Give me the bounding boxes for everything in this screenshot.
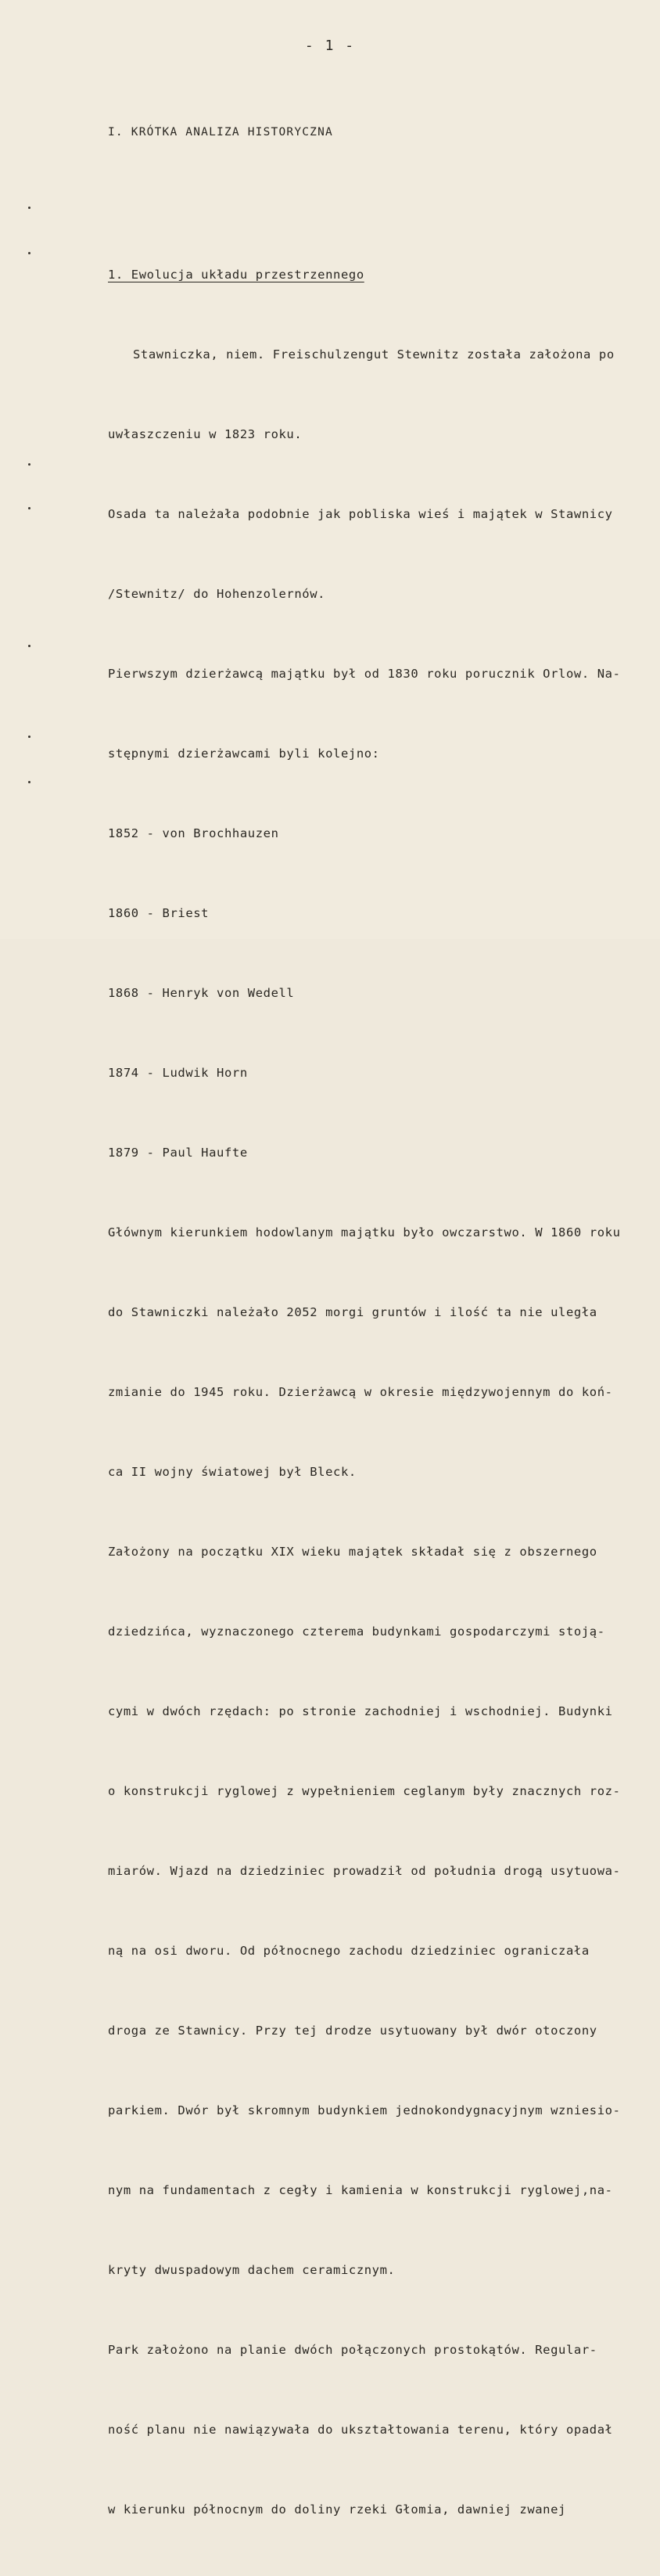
text-line: Stawniczka, niem. Freischulzengut Stewnitz została założona po <box>133 347 615 362</box>
text-line: Założony na początku XIX wieku majątek składał się z obszernego <box>108 1545 597 1559</box>
text-line: ność planu nie nawiązywała do ukształtowania terenu, który opadał <box>108 2423 613 2437</box>
margin-mark <box>28 507 30 509</box>
text-line: 1879 - Paul Haufte <box>108 1146 248 1160</box>
margin-mark <box>28 645 30 647</box>
subsection-title: 1. Ewolucja układu przestrzennego <box>108 268 364 282</box>
text-line: 1874 - Ludwik Horn <box>108 1066 248 1080</box>
text-line: dziedzińca, wyznaczonego czterema budynkami gospodarczymi stoją- <box>108 1624 605 1639</box>
text-line: stępnymi dzierżawcami byli kolejno: <box>108 747 380 761</box>
text-line: kryty dwuspadowym dachem ceramicznym. <box>108 2263 396 2277</box>
text-line: uwłaszczeniu w 1823 roku. <box>108 427 303 441</box>
text-line: Park założono na planie dwóch połączonych prostokątów. Regular- <box>108 2343 597 2357</box>
margin-mark <box>28 463 30 466</box>
text-line: droga ze Stawnicy. Przy tej drodze usytuowany był dwór otoczony <box>108 2024 597 2038</box>
text-line: Osada ta należała podobnie jak pobliska wieś i majątek w Stawnicy <box>108 507 613 521</box>
text-line: 1852 - von Brochhauzen <box>108 826 279 840</box>
text-line: miarów. Wjazd na dziedziniec prowadził od południa drogą usytuowa- <box>108 1864 621 1878</box>
text-line: nym na fundamentach z cegły i kamienia w konstrukcji ryglowej,na- <box>108 2183 613 2197</box>
text-line: Głównym kierunkiem hodowlanym majątku było owczarstwo. W 1860 roku <box>108 1225 621 1239</box>
margin-mark <box>28 207 30 209</box>
margin-mark <box>28 781 30 783</box>
text-line: ną na osi dworu. Od północnego zachodu dziedziniec ograniczała <box>108 1944 590 1958</box>
text-line: w kierunku północnym do doliny rzeki Głomia, dawniej zwanej <box>108 2502 566 2517</box>
margin-mark <box>28 736 30 738</box>
text-line: cymi w dwóch rzędach: po stronie zachodniej i wschodniej. Budynki <box>108 1704 613 1718</box>
text-line: zmianie do 1945 roku. Dzierżawcą w okresie międzywojennym do koń- <box>108 1385 613 1399</box>
text-line: ca II wojny światowej był Bleck. <box>108 1465 357 1479</box>
text-line: o konstrukcji ryglowej z wypełnieniem ceglanym były znacznych roz- <box>108 1784 621 1798</box>
text-line: parkiem. Dwór był skromnym budynkiem jednokondygnacyjnym wzniesio- <box>108 2103 621 2117</box>
text-line: do Stawniczki należało 2052 morgi gruntów i ilość ta nie uległa <box>108 1305 597 1319</box>
text-line: 1868 - Henryk von Wedell <box>108 986 295 1000</box>
spacer <box>108 199 647 208</box>
text-line: 1860 - Briest <box>108 906 210 920</box>
margin-mark <box>28 252 30 254</box>
page-number: - 1 - <box>304 38 356 54</box>
section-title: I. KRÓTKA ANALIZA HISTORYCZNA <box>108 126 333 139</box>
document-body <box>108 66 647 2576</box>
text-line: Pierwszym dzierżawcą majątku był od 1830 roku porucznik Orlow. Na- <box>108 667 621 681</box>
text-line: /Stewnitz/ do Hohenzolernów. <box>108 587 326 601</box>
